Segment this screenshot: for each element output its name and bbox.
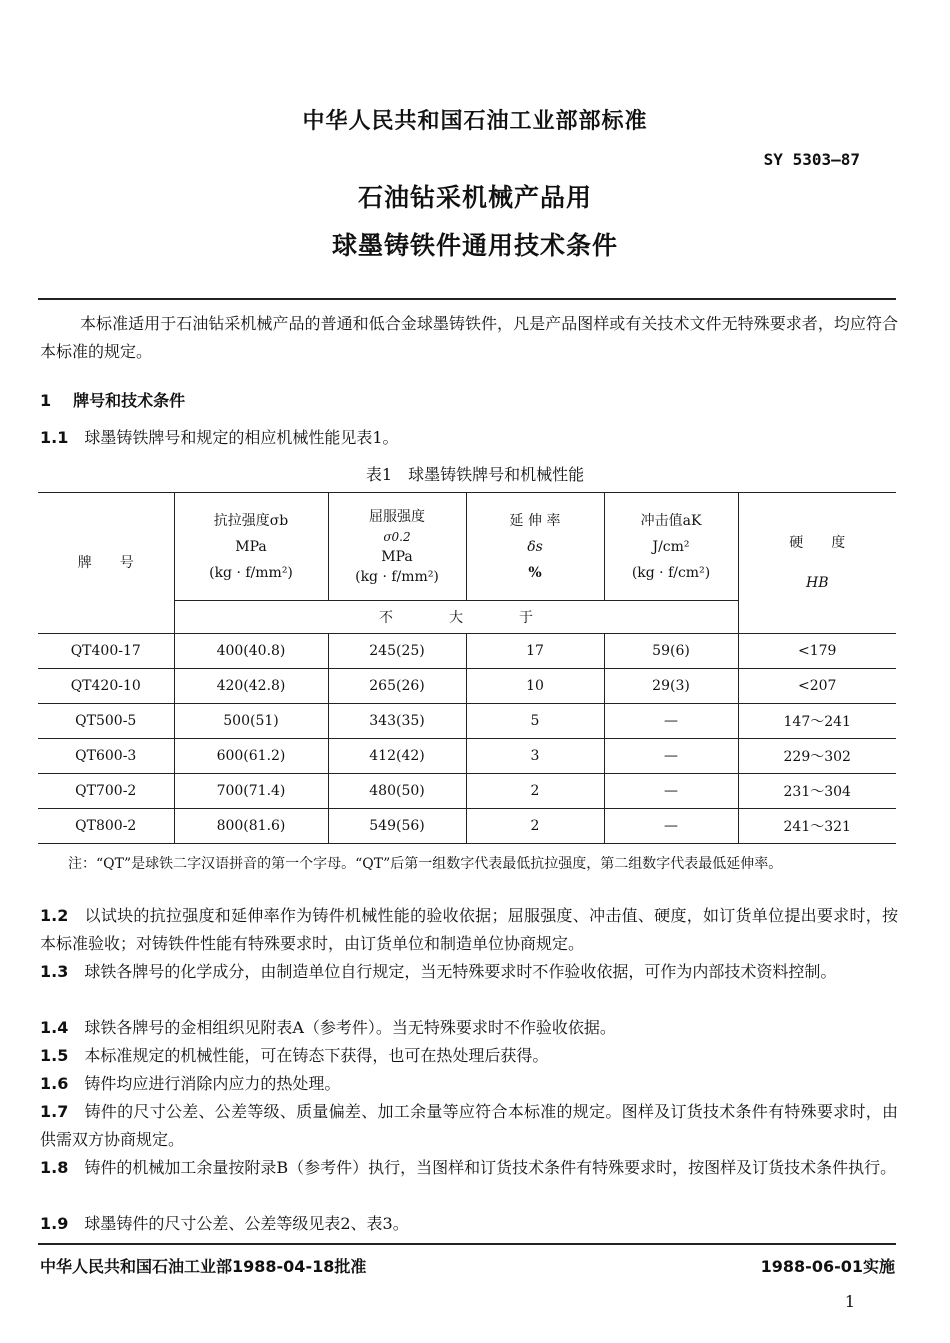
clause-text: 铸件均应进行消除内应力的热处理。: [84, 1074, 341, 1093]
table-cell: 229～302: [738, 739, 896, 774]
table-row: [38, 634, 896, 669]
clause-text: 球铁各牌号的金相组织见附表A（参考件）。当无特殊要求时不作验收依据。: [84, 1018, 616, 1037]
header-not-greater-than: 不 大 于: [174, 601, 738, 634]
section-1-heading: [40, 388, 185, 411]
header-elongation: 延 伸 率 δs %: [466, 493, 604, 601]
table-cell: 420(42.8): [174, 669, 328, 704]
table-cell: 241～321: [738, 809, 896, 844]
table-caption: 表1 球墨铸铁牌号和机械性能: [365, 465, 585, 484]
clause-text: 铸件的尺寸公差、公差等级、质量偏差、加工余量等应符合本标准的规定。图样及订货技术条件有特殊要求时，由供需双方协商规定。: [40, 1102, 898, 1149]
clause-number: 1.5: [40, 1046, 69, 1065]
table-cell: 10: [466, 669, 604, 704]
table-cell: QT400-17: [38, 634, 174, 669]
header-divider: [38, 298, 896, 300]
header-hardness: 硬 度 HB: [738, 493, 896, 634]
clause-number: 1.9: [40, 1214, 69, 1233]
table-cell: 231～304: [738, 774, 896, 809]
clause-text: 铸件的机械加工余量按附录B（参考件）执行，当图样和订货技术条件有特殊要求时，按图样及订货技术条件执行。: [84, 1158, 897, 1177]
title-line-2: 球墨铸铁件通用技术条件: [331, 231, 618, 260]
header-yield-strength: 屈服强度 σ0.2 MPa (kg · f/mm²): [328, 493, 466, 601]
standard-code: SY 5303—87: [763, 150, 860, 169]
table-cell: 400(40.8): [174, 634, 328, 669]
header-tensile-strength: 抗拉强度σb MPa (kg · f/mm²): [174, 493, 328, 601]
clause-1-6: [40, 1070, 898, 1098]
table-cell: QT500-5: [38, 704, 174, 739]
clause-1-5: [40, 1042, 898, 1070]
clause-text: 球墨铸铁牌号和规定的相应机械性能见表1。: [84, 428, 399, 447]
header-grade: 牌 号: [38, 493, 174, 634]
table-row: [38, 809, 896, 844]
clause-1-4: [40, 1014, 898, 1042]
clause-number: 1.1: [40, 428, 69, 447]
table-cell: 500(51): [174, 704, 328, 739]
clause-number: 1.8: [40, 1158, 69, 1177]
clause-text: 以试块的抗拉强度和延伸率作为铸件机械性能的验收依据；屈服强度、冲击值、硬度，如订货单位提出要求时，按本标准验收；对铸铁件性能有特殊要求时，由订货单位和制造单位协商规定。: [40, 906, 898, 953]
clause-1-2: [40, 902, 898, 958]
table-cell: 245(25): [328, 634, 466, 669]
table-cell: —: [604, 739, 738, 774]
table-cell: 2: [466, 809, 604, 844]
table-cell: 265(26): [328, 669, 466, 704]
clause-number: 1.2: [40, 906, 69, 925]
section-title: 牌号和技术条件: [73, 391, 186, 410]
table-cell: 700(71.4): [174, 774, 328, 809]
table-cell: —: [604, 809, 738, 844]
section-number: 1: [40, 391, 52, 410]
page-number: 1: [844, 1292, 855, 1311]
table-cell: 17: [466, 634, 604, 669]
clause-number: 1.6: [40, 1074, 69, 1093]
title-line-1: 石油钻采机械产品用: [357, 183, 592, 212]
table-cell: 59(6): [604, 634, 738, 669]
table-cell: <179: [738, 634, 896, 669]
clause-text: 本标准规定的机械性能，可在铸态下获得，也可在热处理后获得。: [84, 1046, 549, 1065]
header-impact-value: 冲击值aK J/cm² (kg · f/cm²): [604, 493, 738, 601]
clause-1-1: [40, 424, 898, 452]
issuing-organization: 中华人民共和国石油工业部部标准: [302, 109, 648, 134]
table-cell: 3: [466, 739, 604, 774]
clause-number: 1.7: [40, 1102, 69, 1121]
footer-divider: [38, 1243, 896, 1245]
table-cell: QT420-10: [38, 669, 174, 704]
table-cell: 5: [466, 704, 604, 739]
approval-date: 中华人民共和国石油工业部1988-04-18批准: [40, 1257, 367, 1276]
table-cell: QT800-2: [38, 809, 174, 844]
scope-paragraph: 本标准适用于石油钻采机械产品的普通和低合金球墨铸铁件，凡是产品图样或有关技术文件无特殊要求者，均应符合本标准的规定。: [40, 314, 898, 361]
table-row: [38, 774, 896, 809]
table-row: [38, 669, 896, 704]
clause-number: 1.4: [40, 1018, 69, 1037]
clause-1-7: [40, 1098, 898, 1154]
table-note: 注：“QT”是球铁二字汉语拼音的第一个字母。“QT”后第一组数字代表最低抗拉强度，第二组数字代表最低延伸率。: [68, 856, 783, 872]
table-cell: —: [604, 774, 738, 809]
clause-text: 球墨铸件的尺寸公差、公差等级见表2、表3。: [84, 1214, 409, 1233]
table-row: [38, 704, 896, 739]
table-cell: <207: [738, 669, 896, 704]
table-cell: QT600-3: [38, 739, 174, 774]
table-cell: 480(50): [328, 774, 466, 809]
clause-text: 球铁各牌号的化学成分，由制造单位自行规定，当无特殊要求时不作验收依据，可作为内部技术资料控制。: [84, 962, 837, 981]
table-cell: 600(61.2): [174, 739, 328, 774]
clause-number: 1.3: [40, 962, 69, 981]
table-header-row: [38, 493, 896, 601]
table-cell: 2: [466, 774, 604, 809]
table-cell: 29(3): [604, 669, 738, 704]
table-cell: 343(35): [328, 704, 466, 739]
table-cell: 147～241: [738, 704, 896, 739]
mechanical-properties-table: [38, 492, 896, 844]
table-cell: —: [604, 704, 738, 739]
clause-1-8: [40, 1154, 898, 1182]
clause-1-3: [40, 958, 898, 986]
table-row: [38, 739, 896, 774]
table-cell: 800(81.6): [174, 809, 328, 844]
effective-date: 1988-06-01实施: [760, 1257, 895, 1276]
table-cell: QT700-2: [38, 774, 174, 809]
clause-1-9: [40, 1210, 898, 1238]
table-cell: 412(42): [328, 739, 466, 774]
table-cell: 549(56): [328, 809, 466, 844]
